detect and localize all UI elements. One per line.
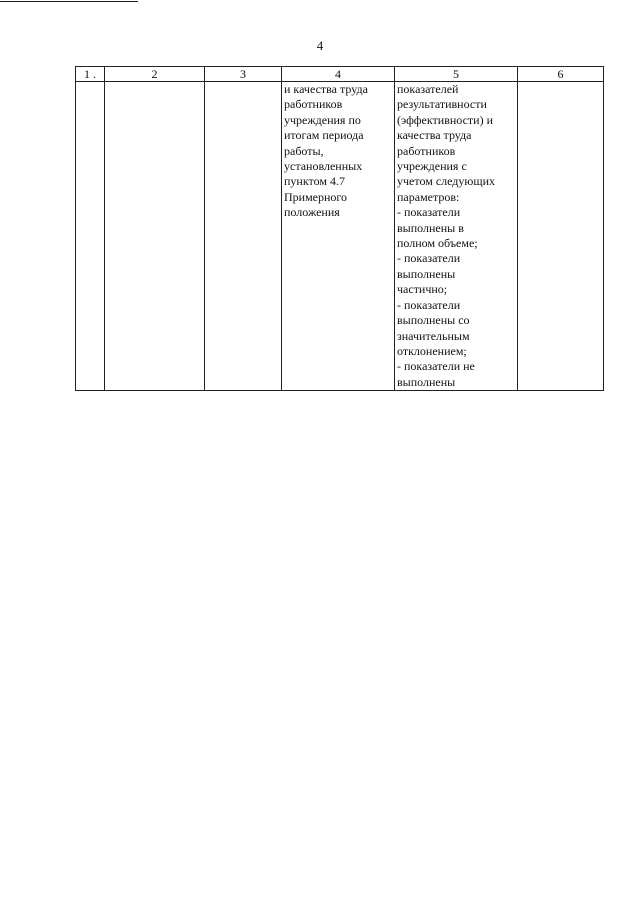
cell-col-2 (105, 82, 205, 391)
document-table (75, 66, 604, 391)
column-header-3: 3 (205, 67, 282, 82)
table-header-row (76, 67, 604, 82)
column-header-1: 1 . (76, 67, 105, 82)
top-left-rule (0, 1, 138, 2)
table-row (76, 82, 604, 391)
cell-col-1 (76, 82, 105, 391)
cell-col-3 (205, 82, 282, 391)
column-header-4: 4 (282, 67, 395, 82)
cell-col-4: и качества труда работников учреждения по итогам периода работы, установленных пунктом 4.7 Примерного положения (282, 82, 395, 391)
cell-col-6 (518, 82, 604, 391)
page-number: 4 (316, 38, 324, 53)
column-header-5: 5 (395, 67, 518, 82)
cell-col-5: показателей результативности (эффективности) и качества труда работников учреждения с учетом следующих параметров: - показатели выполнены в полном объеме; - показатели выполнены частично; - показатели выполнены со значительным отклонением; - показатели не выполнены (395, 82, 518, 391)
column-header-6: 6 (518, 67, 604, 82)
column-header-2: 2 (105, 67, 205, 82)
